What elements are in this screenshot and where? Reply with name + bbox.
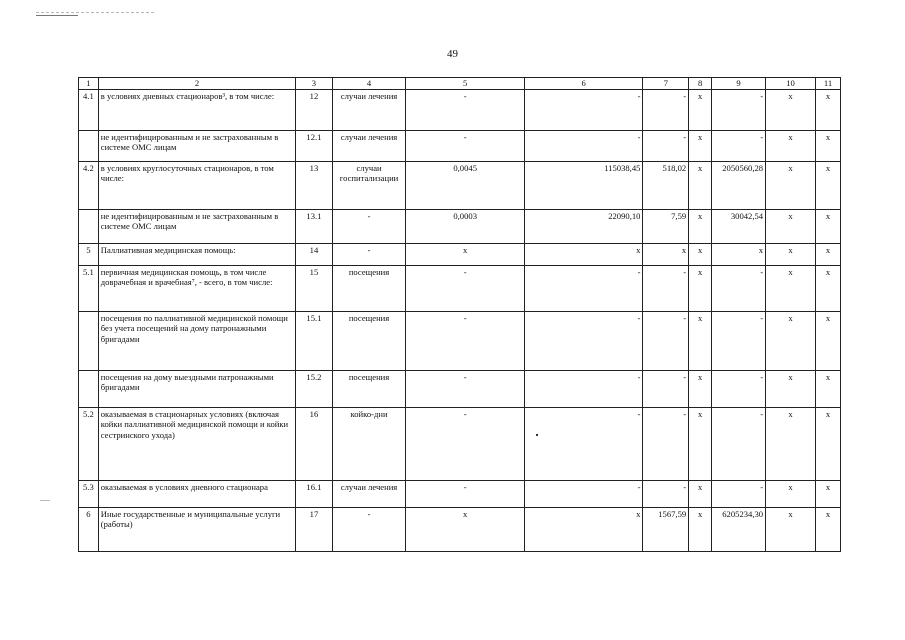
table-row xyxy=(79,131,841,162)
table-cell: - xyxy=(643,90,689,131)
scan-artifact-line xyxy=(36,15,78,16)
table-cell: 15.1 xyxy=(296,312,332,371)
table-cell: 15.2 xyxy=(296,371,332,408)
scan-artifact-line xyxy=(40,500,50,501)
table-cell: 5.3 xyxy=(79,481,99,508)
table-cell: х xyxy=(643,244,689,266)
table-cell: х xyxy=(524,244,643,266)
header-cell: 7 xyxy=(643,78,689,90)
table-row xyxy=(79,508,841,552)
table-cell: 5.2 xyxy=(79,408,99,481)
table-cell: - xyxy=(332,244,406,266)
table-cell: 16 xyxy=(296,408,332,481)
table-cell: - xyxy=(524,90,643,131)
table-cell: х xyxy=(406,244,525,266)
table-cell: 518,02 xyxy=(643,162,689,210)
table-cell: 6205234,30 xyxy=(712,508,766,552)
table-cell: посещения xyxy=(332,371,406,408)
table-cell: х xyxy=(689,210,712,244)
table-cell: х xyxy=(815,371,840,408)
table-row xyxy=(79,266,841,312)
table-cell: в условиях дневных стационаров³, в том числе: xyxy=(98,90,296,131)
table-cell: оказываемая в условиях дневного стационара xyxy=(98,481,296,508)
table-cell: х xyxy=(766,481,816,508)
table-cell: оказываемая в стационарных условиях (включая койки паллиативной медицинской помощи и койки сестринского ухода) xyxy=(98,408,296,481)
table-row xyxy=(79,371,841,408)
table-cell: 0,0003 xyxy=(406,210,525,244)
table-header-row xyxy=(79,78,841,90)
table-cell: - xyxy=(712,90,766,131)
table-row xyxy=(79,244,841,266)
table-cell: - xyxy=(524,481,643,508)
table-cell: посещения на дому выездными патронажными бригадами xyxy=(98,371,296,408)
table-row xyxy=(79,408,841,481)
table-row xyxy=(79,210,841,244)
table-cell: 6 xyxy=(79,508,99,552)
table-cell xyxy=(79,210,99,244)
table-cell: - xyxy=(524,312,643,371)
scan-speck xyxy=(536,434,538,436)
table-cell: Паллиативная медицинская помощь: xyxy=(98,244,296,266)
table-cell: - xyxy=(643,408,689,481)
table-row xyxy=(79,90,841,131)
table-cell: х xyxy=(815,312,840,371)
table-cell: - xyxy=(712,266,766,312)
table-cell: х xyxy=(689,244,712,266)
header-cell: 8 xyxy=(689,78,712,90)
table-cell: 17 xyxy=(296,508,332,552)
table-cell: - xyxy=(712,408,766,481)
table-cell: - xyxy=(406,371,525,408)
table-cell: не идентифицированным и не застрахованным в системе ОМС лицам xyxy=(98,210,296,244)
table-cell: - xyxy=(712,371,766,408)
table-cell: х xyxy=(815,244,840,266)
table-cell: х xyxy=(689,481,712,508)
header-cell: 6 xyxy=(524,78,643,90)
table-cell: - xyxy=(332,210,406,244)
table-cell: - xyxy=(643,481,689,508)
table-cell: х xyxy=(689,508,712,552)
table-cell: 16.1 xyxy=(296,481,332,508)
table-cell: х xyxy=(689,266,712,312)
table-cell: х xyxy=(766,371,816,408)
table-cell: - xyxy=(406,312,525,371)
table-cell: 7,59 xyxy=(643,210,689,244)
table-cell: - xyxy=(524,408,643,481)
table-cell: - xyxy=(524,131,643,162)
table-cell: - xyxy=(406,408,525,481)
table-cell xyxy=(79,131,99,162)
table-cell: х xyxy=(815,508,840,552)
table-cell: - xyxy=(406,266,525,312)
table-cell: - xyxy=(406,90,525,131)
header-cell: 3 xyxy=(296,78,332,90)
table-cell: - xyxy=(524,266,643,312)
table-cell: х xyxy=(766,508,816,552)
table-cell: - xyxy=(524,371,643,408)
table-row xyxy=(79,481,841,508)
table-cell xyxy=(79,312,99,371)
table-cell: х xyxy=(689,90,712,131)
table-cell: случаи госпитализации xyxy=(332,162,406,210)
table-cell: 115038,45 xyxy=(524,162,643,210)
table-cell: 4.1 xyxy=(79,90,99,131)
table-cell: - xyxy=(643,371,689,408)
table-cell: х xyxy=(712,244,766,266)
table-cell: - xyxy=(406,481,525,508)
table-cell: 5.1 xyxy=(79,266,99,312)
header-cell: 4 xyxy=(332,78,406,90)
table-row xyxy=(79,162,841,210)
table-cell: х xyxy=(689,408,712,481)
table-cell: 13 xyxy=(296,162,332,210)
table-cell: 12.1 xyxy=(296,131,332,162)
table-cell: в условиях круглосуточных стационаров, в том числе: xyxy=(98,162,296,210)
table-cell: случаи лечения xyxy=(332,131,406,162)
table-cell: - xyxy=(712,131,766,162)
table-cell: х xyxy=(524,508,643,552)
table-cell: х xyxy=(766,90,816,131)
table-cell: 15 xyxy=(296,266,332,312)
table-cell: 30042,54 xyxy=(712,210,766,244)
table-cell: х xyxy=(815,210,840,244)
table-cell: х xyxy=(689,312,712,371)
table-cell: х xyxy=(689,162,712,210)
table-cell: х xyxy=(815,131,840,162)
table-cell: случаи лечения xyxy=(332,481,406,508)
table-cell: х xyxy=(766,312,816,371)
data-table xyxy=(78,77,841,552)
table-cell: случаи лечения xyxy=(332,90,406,131)
page-number: 49 xyxy=(447,48,458,60)
table-cell: 2050560,28 xyxy=(712,162,766,210)
table-cell: - xyxy=(712,481,766,508)
table-cell: х xyxy=(815,90,840,131)
table-cell: х xyxy=(766,131,816,162)
table-cell: 5 xyxy=(79,244,99,266)
table-cell: 14 xyxy=(296,244,332,266)
table-cell: 4.2 xyxy=(79,162,99,210)
table-cell: х xyxy=(815,481,840,508)
table-cell: - xyxy=(406,131,525,162)
table-cell: х xyxy=(815,266,840,312)
table-cell: первичная медицинская помощь, в том числе доврачебная и врачебная⁷, - всего, в том числе: xyxy=(98,266,296,312)
table-cell: посещения по паллиативной медицинской помощи без учета посещений на дому патронажными бригадами xyxy=(98,312,296,371)
table-cell: - xyxy=(643,312,689,371)
table-cell: х xyxy=(766,162,816,210)
table-cell: 0,0045 xyxy=(406,162,525,210)
table-cell: посещения xyxy=(332,266,406,312)
header-cell: 2 xyxy=(98,78,296,90)
table-cell: - xyxy=(643,266,689,312)
table-cell: х xyxy=(815,162,840,210)
table-cell: - xyxy=(643,131,689,162)
table-cell: 22090,10 xyxy=(524,210,643,244)
table-cell: 1567,59 xyxy=(643,508,689,552)
table-cell: не идентифицированным и не застрахованным в системе ОМС лицам xyxy=(98,131,296,162)
table-cell: Иные государственные и муниципальные услуги (работы) xyxy=(98,508,296,552)
table-cell: посещения xyxy=(332,312,406,371)
header-cell: 10 xyxy=(766,78,816,90)
table-cell: 13.1 xyxy=(296,210,332,244)
table-cell: х xyxy=(766,408,816,481)
table-cell: х xyxy=(689,131,712,162)
table-cell: х xyxy=(766,266,816,312)
header-cell: 9 xyxy=(712,78,766,90)
table-cell: койко-дни xyxy=(332,408,406,481)
table-cell: х xyxy=(689,371,712,408)
table-cell: х xyxy=(766,210,816,244)
table-cell xyxy=(79,371,99,408)
table-cell: х xyxy=(815,408,840,481)
header-cell: 1 xyxy=(79,78,99,90)
header-cell: 5 xyxy=(406,78,525,90)
table-cell: - xyxy=(332,508,406,552)
header-cell: 11 xyxy=(815,78,840,90)
table-cell: - xyxy=(712,312,766,371)
table-row xyxy=(79,312,841,371)
table-cell: х xyxy=(406,508,525,552)
table-cell: х xyxy=(766,244,816,266)
table-cell: 12 xyxy=(296,90,332,131)
